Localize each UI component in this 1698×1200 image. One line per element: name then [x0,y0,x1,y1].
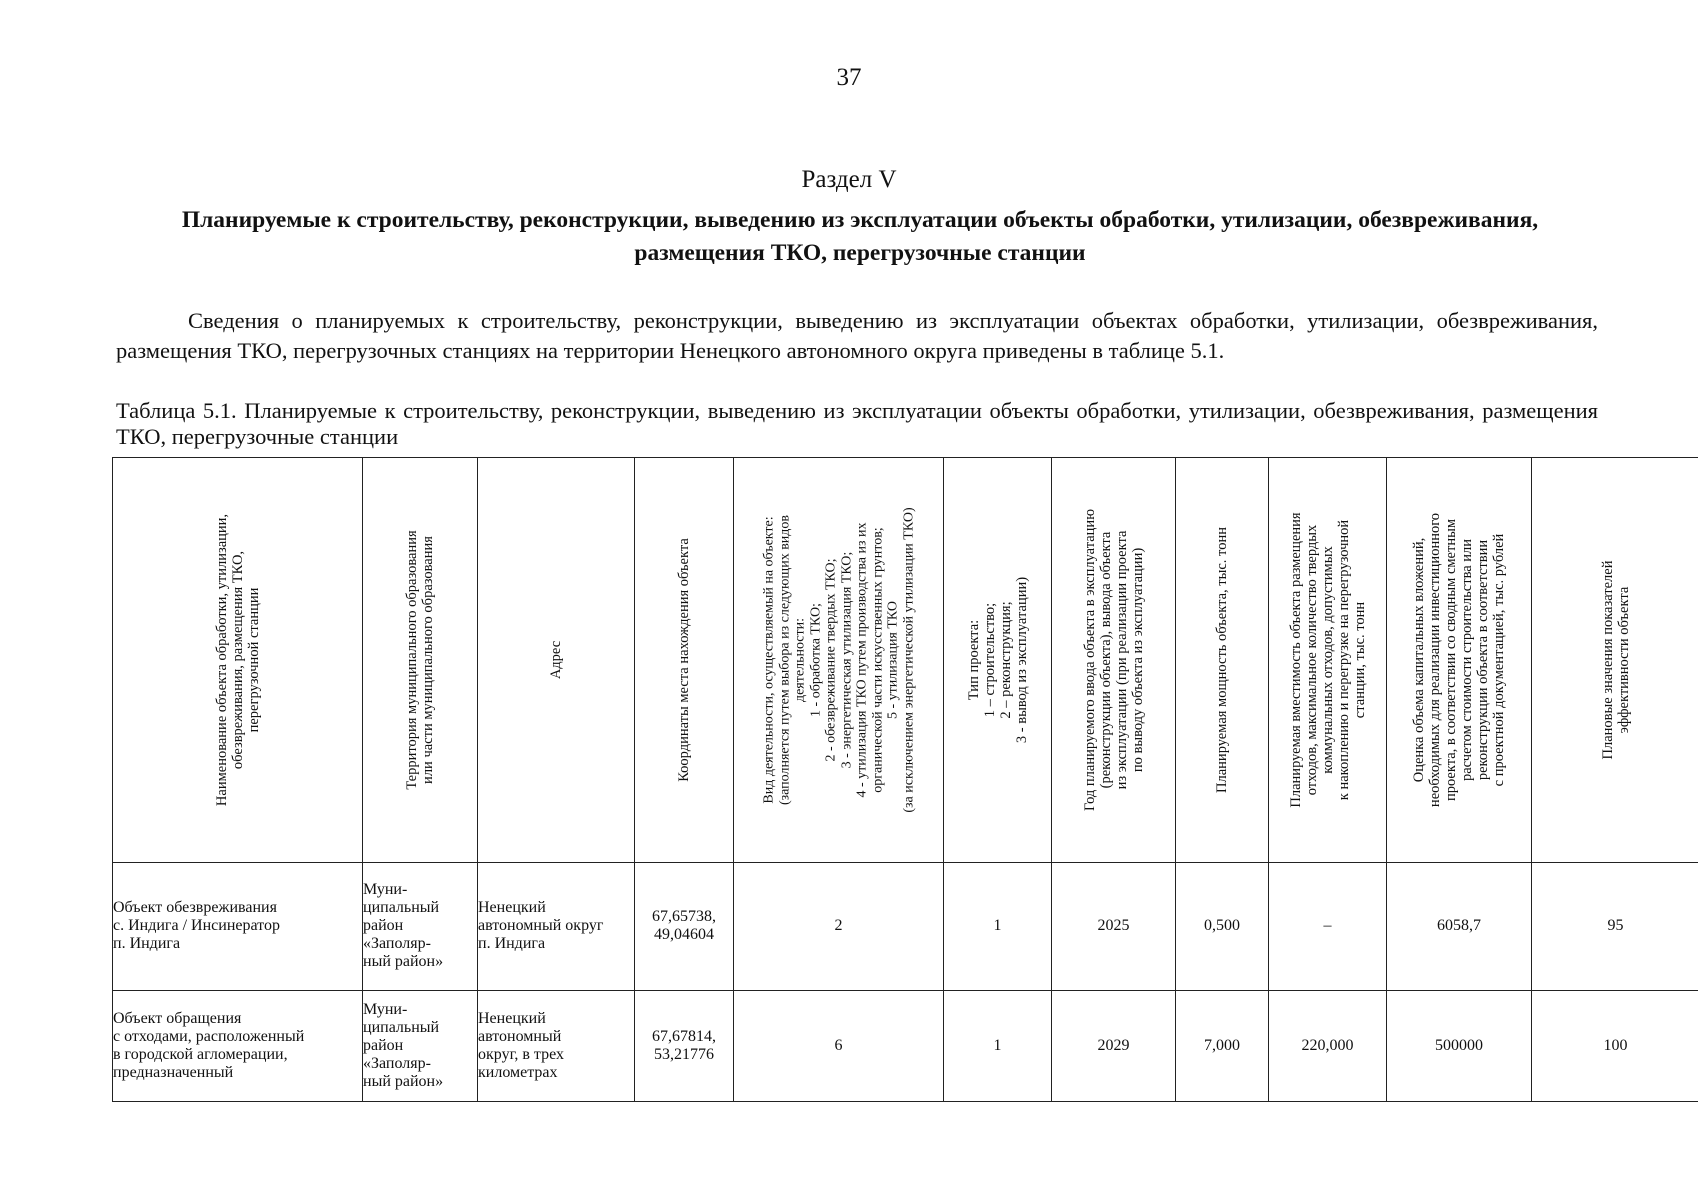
text-line: округ, в трех [478,1045,564,1063]
header-volume [1269,458,1387,863]
text-line: с отходами, расположенный [113,1027,305,1045]
table-caption: Таблица 5.1. Планируемые к строительству, реконструкции, выведению из эксплуатации объекты обработки, утилизации, обезвреживания, размещения ТКО, перегрузочные станции [116,398,1598,449]
text-line: перегрузочной станции [245,587,262,733]
text-line: Плановые значения показателей [1599,560,1616,760]
text-line: п. Индига [478,935,546,953]
text-line: с проектной документацией, тыс. рублей [1491,533,1507,787]
cell-indicators: 95 [1532,862,1698,990]
text-line: ципальный [363,1018,440,1036]
text-line: Объект обращения [113,1009,242,1027]
text-line: километрах [478,1063,558,1081]
intro-paragraph: Сведения о планируемых к строительству, реконструкции, выведению из эксплуатации объектах обработки, утилизации, обезвреживания, размещения ТКО, перегрузочных станциях на территории Ненецкого автономного округа приведены в таблице 5.1. [116,308,1598,363]
text-line: Муни- [363,1000,408,1018]
cell-commissioning-year: 2025 [1052,862,1176,990]
cell-coordinates [635,990,734,1101]
text-line: 4 - утилизация ТКО путем производства из их [854,522,869,798]
header-address [478,458,635,863]
text-line: или части муниципального образования [420,535,436,784]
cell-project-type: 1 [944,990,1052,1101]
text-line: 1 – строительство; [981,602,998,718]
cell-territory [363,862,478,990]
header-project-type [944,458,1052,863]
header-capacity [1176,458,1269,863]
text-line: 49,04604 [654,926,714,944]
text-line: предназначенный [113,1063,234,1081]
cell-investment: 500000 [1387,990,1532,1101]
text-line: Тип проекта: [965,619,982,700]
text-line: 53,21776 [654,1045,714,1063]
text-line: район [363,917,404,935]
cell-indicators: 100 [1532,990,1698,1101]
text-line: ципальный [363,899,440,917]
header-activity-type [734,458,944,863]
text-line: 2 - обезвреживание твердых ТКО; [823,558,838,762]
text-line: ный район» [363,953,444,971]
text-line: по выводу объекта из эксплуатации) [1129,547,1146,772]
text-line: Координаты места нахождения объекта [676,538,692,782]
text-line: необходимых для реализации инвестиционного [1427,512,1443,807]
cell-name [113,862,363,990]
table-row [113,990,1698,1101]
text-line: деятельности: [792,617,807,702]
section-title: Планируемые к строительству, реконструкции, выведению из эксплуатации объекты обработки, утилизации, обезвреживания, размещения ТКО, перегрузочные станции [181,207,1539,266]
text-line: Наименование объекта обработки, утилизации, [213,513,230,806]
cell-address [478,990,635,1101]
header-coordinates [635,458,734,863]
section-label: Раздел V [801,166,897,193]
text-line: Адрес [548,640,564,679]
text-line: проекта, в соответствии со сводным сметным [1443,518,1459,801]
cell-capacity: 7,000 [1176,990,1269,1101]
text-line: ный район» [363,1072,444,1090]
text-line: Планируемая вместимость объекта размещения [1287,512,1304,808]
text-line: 67,67814, [652,1027,716,1045]
text-line: Год планируемого ввода объекта в эксплуатацию [1081,508,1098,811]
text-line: 3 - вывод из эксплуатации) [1013,576,1030,743]
text-line: «Заполяр- [363,935,431,953]
text-line: п. Индига [113,935,181,953]
header-commissioning-year [1052,458,1176,863]
text-line: коммунальных отходов, допустимых [1319,546,1336,774]
cell-activity-type: 6 [734,990,944,1101]
text-line: Территория муниципального образования [404,530,420,790]
text-line: 2 – реконструкция; [997,601,1014,719]
header-indicators [1532,458,1698,863]
text-line: автономный округ [478,917,604,935]
text-line: (за исключением энергетической утилизации ТКО) [900,507,916,813]
cell-territory [363,990,478,1101]
text-line: к накоплению и перегрузке на перегрузочной [1335,519,1352,800]
text-line: 3 - энергетическая утилизация ТКО; [838,551,854,769]
text-line: район [363,1036,404,1054]
text-line: Планируемая мощность объекта, тыс. тонн [1214,526,1230,793]
text-line: расчетом стоимости строительства или [1459,538,1475,781]
text-line: станции, тыс. тонн [1351,601,1368,718]
text-line: автономный [478,1027,562,1045]
planned-objects-table [112,457,1698,1102]
text-line: 67,65738, [652,908,716,926]
text-line: 5 - утилизация ТКО [885,600,900,719]
cell-coordinates [635,862,734,990]
text-line: (заполняется путем выбора из следующих видов [776,514,792,805]
text-line: реконструкции объекта в соответствии [1475,539,1491,780]
text-line: Оценка объема капитальных вложений, [1411,537,1427,783]
text-line: Вид деятельности, осуществляемый на объекте: [761,516,776,804]
cell-volume: 220,000 [1269,990,1387,1101]
table-header-row [113,458,1698,863]
header-name [113,458,363,863]
header-territory [363,458,478,863]
text-line: Объект обезвреживания [113,899,277,917]
cell-investment: 6058,7 [1387,862,1532,990]
cell-project-type: 1 [944,862,1052,990]
cell-capacity: 0,500 [1176,862,1269,990]
text-line: «Заполяр- [363,1054,431,1072]
cell-commissioning-year: 2029 [1052,990,1176,1101]
cell-activity-type: 2 [734,862,944,990]
text-line: эффективности объекта [1615,586,1632,734]
text-line: Муни- [363,881,408,899]
text-line: (реконструкции объекта), вывода объекта [1097,531,1114,789]
text-line: из эксплуатации (при реализации проекта [1113,530,1130,790]
text-line: Ненецкий [478,1009,546,1027]
table-row [113,862,1698,990]
text-line: обезвреживания, размещения ТКО, [229,550,246,769]
page-number: 37 [836,64,862,91]
header-investment [1387,458,1532,863]
cell-volume: – [1269,862,1387,990]
text-line: 1 - обработка ТКО; [807,602,823,717]
cell-address [478,862,635,990]
cell-name [113,990,363,1101]
text-line: отходов, максимальное количество твердых [1303,524,1320,796]
text-line: в городской агломерации, [113,1045,288,1063]
text-line: Ненецкий [478,899,546,917]
text-line: органической части искусственных грунтов; [869,527,885,793]
text-line: с. Индига / Инсинератор [113,917,280,935]
